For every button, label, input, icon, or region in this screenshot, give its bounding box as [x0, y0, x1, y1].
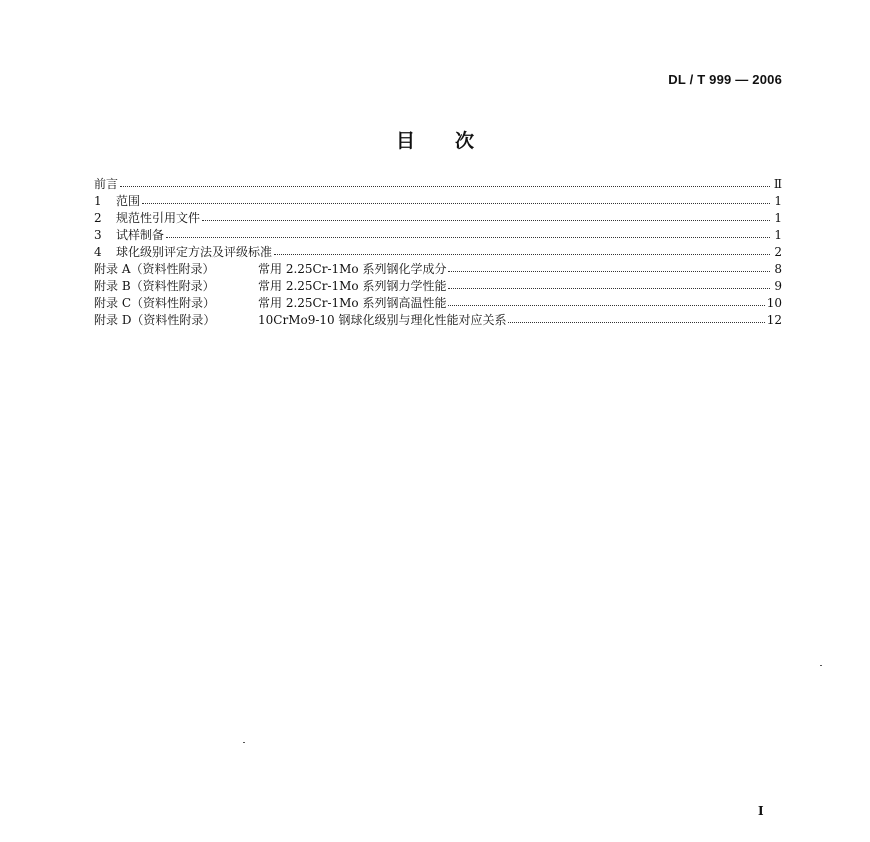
toc-entry-page: 2: [774, 245, 782, 259]
toc-entry-foreword[interactable]: [94, 176, 782, 193]
toc-entry-label: 范围: [116, 194, 141, 208]
toc-entry-page: 12: [766, 313, 782, 327]
dot-leader: [120, 185, 770, 187]
appendix-name: 附录 A（资料性附录）: [94, 262, 215, 276]
toc-entry-page: 10: [766, 296, 782, 310]
toc-entry-page: 8: [774, 262, 782, 276]
appendix-title: 常用 2.25Cr-1Mo 系列钢高温性能: [258, 296, 447, 310]
toc-entry-appendix-c[interactable]: [94, 295, 782, 312]
toc-entry-label: 规范性引用文件: [116, 211, 201, 225]
dot-leader: [142, 202, 770, 204]
dot-leader: [202, 219, 770, 221]
toc-entry-page: Ⅱ: [773, 177, 782, 191]
dot-leader: [448, 270, 770, 272]
toc-entry-page: 1: [774, 194, 782, 208]
appendix-title: 10CrMo9-10 钢球化级别与理化性能对应关系: [258, 313, 507, 327]
scan-speck: [243, 742, 245, 743]
appendix-name: 附录 B（资料性附录）: [94, 279, 215, 293]
toc-entry-label: 前言: [94, 177, 119, 191]
dot-leader: [448, 304, 764, 306]
toc-entry-page: 9: [774, 279, 782, 293]
toc-entry-label: 试样制备: [116, 228, 165, 242]
appendix-title: 常用 2.25Cr-1Mo 系列钢化学成分: [258, 262, 447, 276]
standard-number: DL / T 999 — 2006: [668, 72, 782, 87]
toc-entry-number: 2: [94, 211, 102, 225]
toc-entry-number: 1: [94, 194, 102, 208]
appendix-title: 常用 2.25Cr-1Mo 系列钢力学性能: [258, 279, 447, 293]
toc-entry-appendix-d[interactable]: [94, 312, 782, 329]
toc-entry-normative-references[interactable]: [94, 210, 782, 227]
toc-entry-number: 3: [94, 228, 102, 242]
dot-leader: [508, 321, 764, 323]
scan-speck: [820, 665, 822, 666]
page-number: I: [758, 804, 764, 818]
toc-entry-appendix-b[interactable]: [94, 278, 782, 295]
toc-entry-appendix-a[interactable]: [94, 261, 782, 278]
dot-leader: [448, 287, 770, 289]
toc-entry-scope[interactable]: [94, 193, 782, 210]
appendix-name: 附录 D（资料性附录）: [94, 313, 216, 327]
toc-entry-specimen-preparation[interactable]: [94, 227, 782, 244]
appendix-name: 附录 C（资料性附录）: [94, 296, 215, 310]
toc-entry-page: 1: [774, 228, 782, 242]
dot-leader: [166, 236, 770, 238]
toc-entry-label: 球化级别评定方法及评级标准: [116, 245, 273, 259]
toc-entry-rating-method[interactable]: [94, 244, 782, 261]
toc-entry-page: 1: [774, 211, 782, 225]
toc-entry-number: 4: [94, 245, 102, 259]
dot-leader: [274, 253, 770, 255]
table-of-contents: [94, 176, 782, 329]
toc-title: 目次: [395, 130, 514, 152]
